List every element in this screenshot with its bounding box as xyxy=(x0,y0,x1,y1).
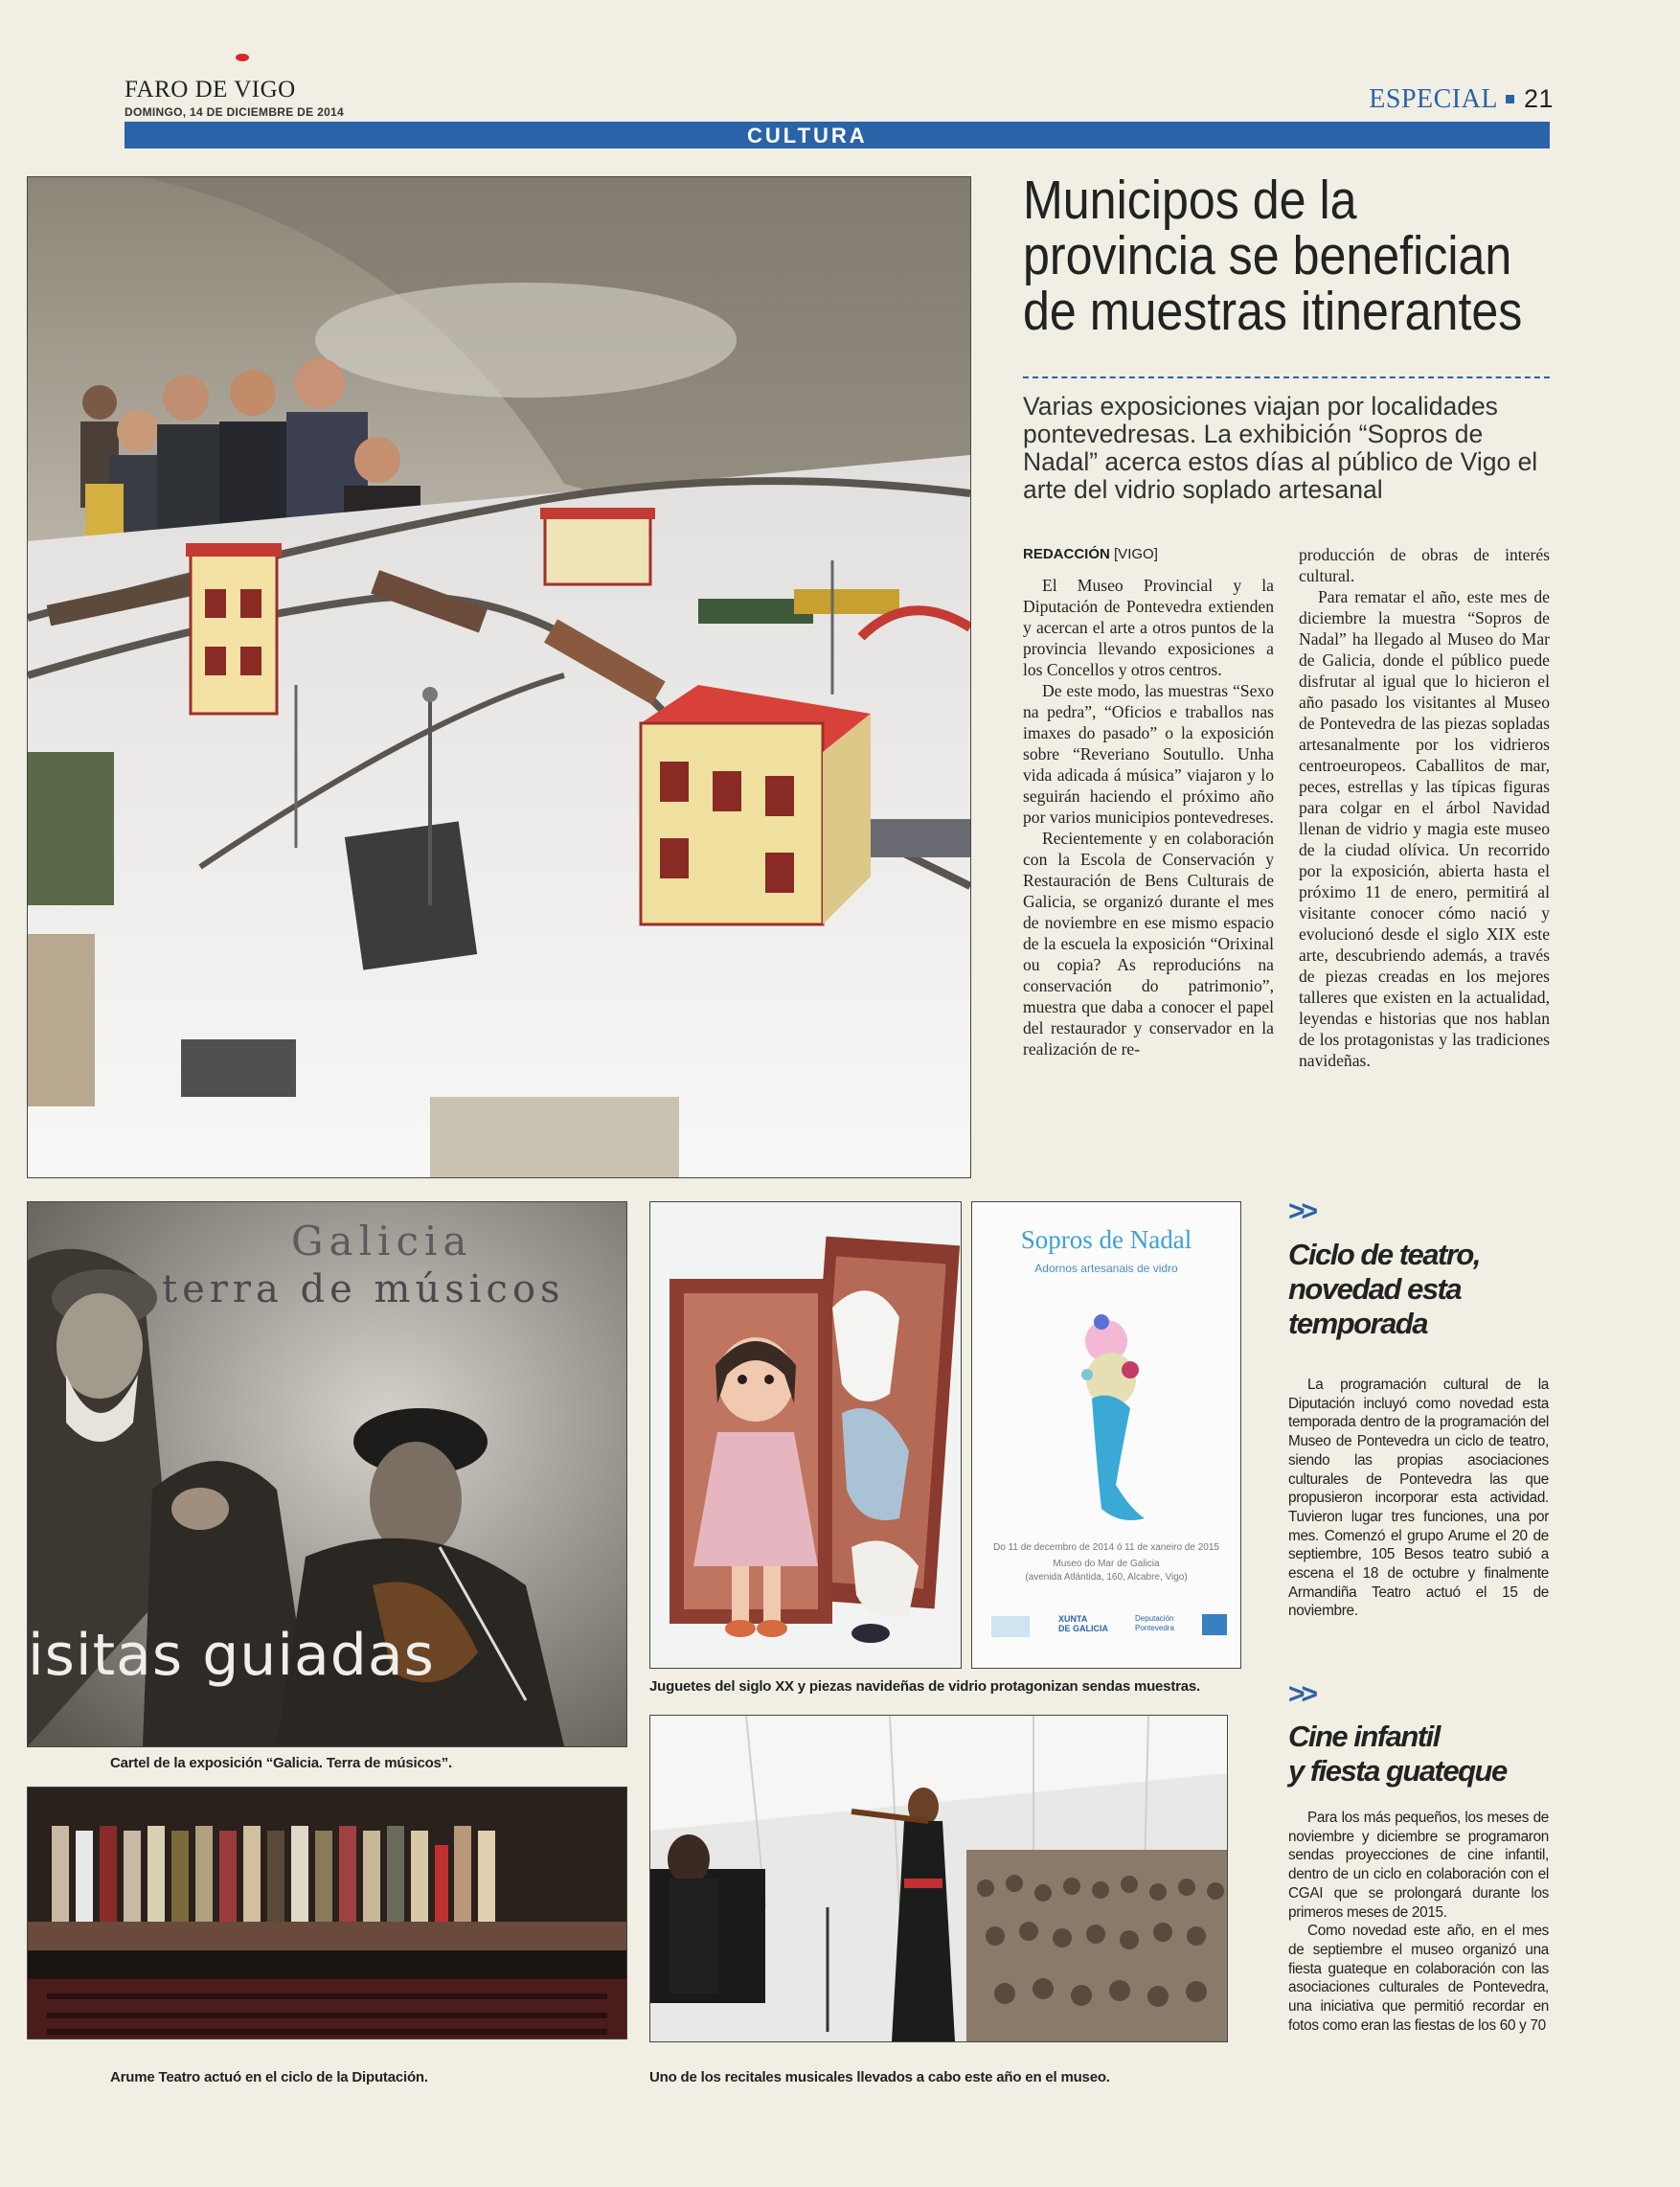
article-paragraph: Recientemente y en colaboración con la Escola de Conservación y Restauración de Bens Culturais de Galicia, se organizó durante el mes de noviembre en ese mismo espacio de la escuela la exposición “Orixinal ou copia? As reproducións na conservación do patrimonio”, muestra que daba a conocer el papel del restaurador y conservador en la realización de re- xyxy=(1023,829,1274,1059)
headline-line: de muestras itinerantes xyxy=(1023,281,1523,342)
section-name: ESPECIAL xyxy=(1369,84,1498,114)
article-column-1 xyxy=(1023,544,1274,1059)
byline-place: [VIGO] xyxy=(1114,546,1158,562)
article-paragraph: producción de obras de interés cultural. xyxy=(1299,545,1550,585)
section-band-label: CULTURA xyxy=(747,124,868,148)
article-paragraph: El Museo Provincial y la Diputación de Pontevedra extienden y acercan el arte a otros puntos de la provincia llevando exposiciones a los Concellos y otros centros. xyxy=(1023,576,1274,679)
photo-recital xyxy=(649,1715,1228,2042)
poster-galicia-terra-de-musicos xyxy=(27,1201,627,1747)
caption-arume-teatro: Arume Teatro actuó en el ciclo de la Diputación. xyxy=(110,2069,428,2085)
issue-date: DOMINGO, 14 DE DICIEMBRE DE 2014 xyxy=(125,105,344,119)
galicia-poster-subtitle: terra de músicos xyxy=(162,1267,565,1311)
galicia-poster-title: Galicia xyxy=(291,1218,473,1264)
sopros-title: Sopros de Nadal xyxy=(1020,1225,1192,1254)
square-bullet-icon xyxy=(1506,95,1514,103)
xunta-logo: XUNTA DE GALICIA xyxy=(1058,1614,1109,1633)
cultura-logo-icon xyxy=(1202,1614,1227,1635)
double-chevron-icon: >> xyxy=(1288,1196,1315,1227)
newspaper-name: FARO DE VIGO xyxy=(125,77,296,103)
article-headline xyxy=(1023,170,1523,342)
photo-doll-suitcase xyxy=(649,1201,962,1669)
headline-line: provincia se benefician xyxy=(1023,225,1512,286)
caption-recital: Uno de los recitales musicales llevados a cabo este año en el museo. xyxy=(649,2069,1110,2085)
double-chevron-icon: >> xyxy=(1288,1678,1315,1710)
sopros-subtitle: Adornos artesanais de vidro xyxy=(1034,1262,1178,1275)
sopros-dates: Do 11 de decembro de 2014 ó 11 de xaneiro de 2015 xyxy=(993,1542,1219,1553)
sidebar-title-teatro: Ciclo de teatro, novedad esta temporada xyxy=(1288,1238,1480,1340)
page-number: 21 xyxy=(1523,84,1554,113)
galicia-poster-tagline: isitas guiadas xyxy=(28,1622,435,1689)
article-paragraph: Para rematar el año, este mes de diciembre la muestra “Sopros de Nadal” ha llegado al Museo do Mar de Galicia, donde el público puede disfrutar al igual que lo hicieron el año pasado los visitantes al Museo de Pontevedra de las piezas sopladas artesanalmente por los vidrieros centroeuropeos. Caballitos de mar, peces, estrellas y las típicas figuras para colgar en el árbol Navidad llenan de vidrio y magia este museo de la ciudad olívica. Un recorrido por la exposición, abierta hasta el próximo 11 de enero, permitirá al visitante conocer cómo nació y evolucionó desde el siglo XIX este arte, descubriendo además, a través de piezas creadas en los mejores talleres que existen en la actualidad, leyendas e historias que nos hablan de los protagonistas y las tradiciones navideñas. xyxy=(1299,587,1550,1070)
sopros-address: (avenida Atlántida, 160, Alcabre, Vigo) xyxy=(1025,1572,1188,1583)
article-column-2 xyxy=(1299,544,1550,1071)
museum-logo-icon xyxy=(991,1616,1030,1637)
sidebar-body-cine: Para los más pequeños, los meses de noviembre y diciembre se programaron sendas proyecciones de cine infantil, dentro de un ciclo en colaboración con el CGAI que se prolongará durante los primeros meses de 2015. Como novedad este año, en el mes de septiembre el museo organizó una fiesta guateque en colaboración con las asociaciones culturales de Pontevedra, una iniciativa que permitió recordar en fotos como eran las fiestas de los 60 y 70 xyxy=(1288,1810,1549,2034)
caption-galicia-poster: Cartel de la exposición “Galicia. Terra de músicos”. xyxy=(110,1755,452,1771)
article-subhead: Varias exposiciones viajan por localidades pontevedresas. La exhibición “Sopros de Nadal” acerca estos días al público de Vigo el arte del vidrio soplado artesanal xyxy=(1023,392,1538,504)
masthead-red-dot xyxy=(236,54,249,61)
photo-arume-teatro xyxy=(27,1787,627,2039)
poster-sopros-de-nadal xyxy=(971,1201,1241,1669)
headline-line: Municipos de la xyxy=(1023,170,1357,231)
sidebar-body-teatro: La programación cultural de la Diputación incluyó como novedad esta temporada dentro de la programación del Museo de Pontevedra un ciclo de teatro, siendo las propias asociaciones culturales de Pontevedra las que propusieron incorporar esta actividad. Tuvieron lugar tres funciones, una por mes. Comenzó el grupo Arume el 20 de septiembre, 105 Besos teatro subió a escena el 18 de octubre y finalmente Armandiña Teatro actuó el 15 de noviembre. xyxy=(1288,1377,1549,1620)
sopros-venue: Museo do Mar de Galicia xyxy=(1053,1559,1160,1569)
deputacion-logo: Deputación Pontevedra xyxy=(1135,1614,1174,1632)
main-photo-model-trains xyxy=(27,176,971,1178)
caption-toys: Juguetes del siglo XX y piezas navideñas de vidrio protagonizan sendas muestras. xyxy=(649,1678,1201,1695)
byline xyxy=(1023,544,1274,565)
article-paragraph: De este modo, las muestras “Sexo na pedra”, “Oficios e traballos nas imaxes do pasado” o la exposición sobre “Reveriano Soutullo. Unha vida adicada á música” viajaron y lo seguirán haciendo el próximo año por varios municipios pontevedreses. xyxy=(1023,681,1274,827)
sidebar-title-cine: Cine infantil y fiesta guateque xyxy=(1288,1720,1507,1788)
byline-author: REDACCIÓN xyxy=(1023,546,1110,562)
section-page-label xyxy=(1369,84,1554,115)
headline-divider xyxy=(1023,376,1550,378)
glass-mermaid-ornament-icon xyxy=(1063,1303,1159,1533)
